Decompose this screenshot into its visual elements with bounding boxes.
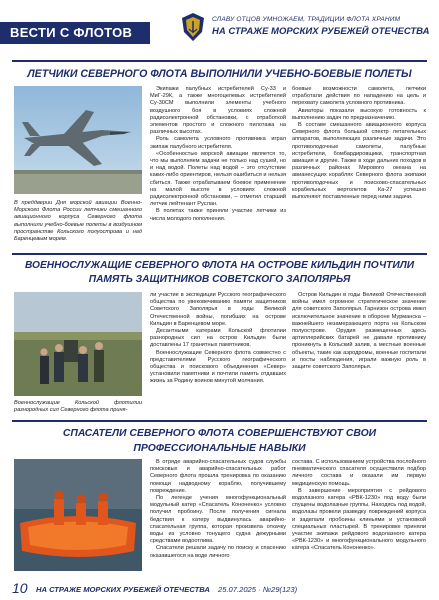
article2-column-3 (292, 292, 426, 371)
page-number: 10 (12, 580, 28, 596)
paragraph: Авиаторы показали высокую готовность к выполнению задач по предназначению. (292, 107, 426, 121)
footer-brand: НА СТРАЖЕ МОРСКИХ РУБЕЖЕЙ ОТЕЧЕСТВА (36, 585, 210, 594)
header-brand: НА СТРАЖЕ МОРСКИХ РУБЕЖЕЙ ОТЕЧЕСТВА (212, 26, 430, 37)
paragraph: В составе смешанного авиационного корпуса Северного флота большой спектр летательных аппаратов, выполняющих различные задачи. Это противолодочные самолеты, палубные истребители, бомбардировщики, транспортная авиация и другие. Также в ходе дальних походов в различных районах Мирового океана на авианесущих кораблях Северного флота экипажи противолодочных и поисково-спасательных корабельных вертолетов Ка-27 успешно выполняют поставленные перед ними задачи. (292, 122, 426, 201)
navy-emblem-icon (180, 12, 206, 42)
article3-column-3 (292, 459, 426, 553)
paragraph: Остров Кильдин в годы Великой Отечественной войны имел огромное стратегическое значение для советского Заполярья. Гарнизон острова имел исключительное значение в обороне Мурманска – важнейшего незамерзающего порта на Кольском полуострове. Орудия размещенных здесь артиллерийских батарей не давали противнику проникнуть в Кольский залив, а местные военные объекты, такие как аэродромы, военные госпитали и посты наблюдения, играли важную роль в защите советского Заполярья. (292, 292, 426, 371)
paragraph: В полетах также приняли участие летчики из числа молодого пополнения. (150, 208, 286, 222)
article1-caption: В преддверии Дня морской авиации Военно-Морского Флота России летчики смешанного авиационного корпуса Северного флота выполнили учебно-боевые полеты в воздушном пространстве Кольского полуострова и над Баренцевым морем. (14, 200, 142, 243)
article2-caption: Военнослужащие Кольской флотилии разнородных сил Северного флота приня- (14, 400, 142, 414)
article2-title: ВОЕННОСЛУЖАЩИЕ СЕВЕРНОГО ФЛОТА НА ОСТРОВЕ КИЛЬДИН ПОЧТИЛИ ПАМЯТЬ ЗАЩИТНИКОВ СОВЕТСКОГО ЗАПОЛЯРЬЯ (24, 260, 415, 285)
paragraph: Десантными катерами Кольской флотилии разнородных сил на остров Кильдин были доставлены 17 гранитных памятников. (150, 328, 286, 349)
divider (12, 420, 427, 422)
paragraph: Военнослужащие Северного флота совместно с представителями Русского географического общества и поискового объединения «Север» установили памятники и почтили память отдавших жизнь за Родину воинов минутой молчания. (150, 349, 286, 385)
article3-title: СПАСАТЕЛИ СЕВЕРНОГО ФЛОТА СОВЕРШЕНСТВУЮТ СВОИ ПРОФЕССИОНАЛЬНЫЕ НАВЫКИ (62, 428, 377, 454)
issue-date: 25.07.2025 · №29(123) (218, 585, 298, 594)
paragraph: состава. С использованием устройства послойного пневматического спасателя осуществили подбор личного состава и оказали им первую медицинскую помощь. (292, 459, 426, 487)
article1-column-2 (150, 86, 286, 223)
page-footer (0, 578, 439, 600)
divider (12, 253, 427, 255)
article2-column-2 (150, 292, 286, 386)
article3-column-2 (150, 459, 286, 560)
divider (12, 60, 427, 62)
section-label: ВЕСТИ С ФЛОТОВ (0, 22, 150, 44)
paragraph: По легенде учения многофункциональный модульный катер «Спасатель Кононенко» условно получил пробоину. После получения сигнала бедствия к катеру выдвинулась аварийно-спасательная группа, которая произвела откачку воды из условно тонущего судна дежурными средствами водоотлива. (150, 495, 286, 545)
article1-title: ЛЕТЧИКИ СЕВЕРНОГО ФЛОТА ВЫПОЛНИЛИ УЧЕБНО-БОЕВЫЕ ПОЛЕТЫ (27, 68, 412, 80)
paragraph: боевые возможности самолета, летчики отработали действия по нападению на цель и перехвату самолета условного противника. (292, 86, 426, 107)
paragraph: В отряде аварийно-спасательных судов службы поисковых и аварийно-спасательных работ Северного флота прошла тренировка по оказанию помощи надводному кораблю, получившему повреждение. (150, 459, 286, 494)
paragraph: «Особенностью морской авиации является то, что мы выполняем задачи не только над сушей, но и над водой. Полеты над водой – это отсутствие каких-либо ориентиров, нельзя ошибиться и нельзя сбиться. Также отрабатываем боевое применение на малой высоте в условиях сложной радиоэлектронной обстановки, – отметил старший летчик лейтенант Руслан. (150, 150, 286, 208)
article3-photo-rescue (14, 459, 142, 571)
paragraph: ли участие в экспедиции Русского географического общества по увековечиванию памяти защитников Советского Заполярья в годы Великой Отечественной войны, погибших на острове Кильдин в Баренцевом море. (150, 292, 286, 327)
article1-column-3 (292, 86, 426, 201)
page-header (0, 0, 439, 48)
paragraph: Спасатели решали задачу по поиску и спасению оказавшегося на воде личного (150, 545, 286, 559)
paragraph: В завершение мероприятия с рейдового водолазного катера «РВК-1230» под воду были спущены водолазные группы. Находясь под водой, водолазы провели разведку повреждений корпуса и заделали пробоины клиньями и установкой специальных пластырей. В тренировке приняли участие экипажи рейдового водолазного катера «РВК-1230» и многофункционального модульного катера «Спасатель Кононенко». (292, 487, 426, 552)
paragraph: Экипажи палубных истребителей Су-33 и МиГ-29К, а также многоцелевых истребителей Су-30СМ выполнили элементы учебного воздушного боя в условиях сложной радиоэлектронной обстановки, с отработкой элементов простого и сложного пилотажа на различных высотах. (150, 86, 286, 136)
header-slogan: СЛАВУ ОТЦОВ УМНОЖАЕМ, ТРАДИЦИИ ФЛОТА ХРАНИМ (212, 16, 401, 23)
article1-photo-jet (14, 86, 142, 194)
paragraph: Роль самолета условного противника играл экипаж палубного истребителя. (150, 136, 286, 150)
article2-photo-memorial (14, 292, 142, 396)
